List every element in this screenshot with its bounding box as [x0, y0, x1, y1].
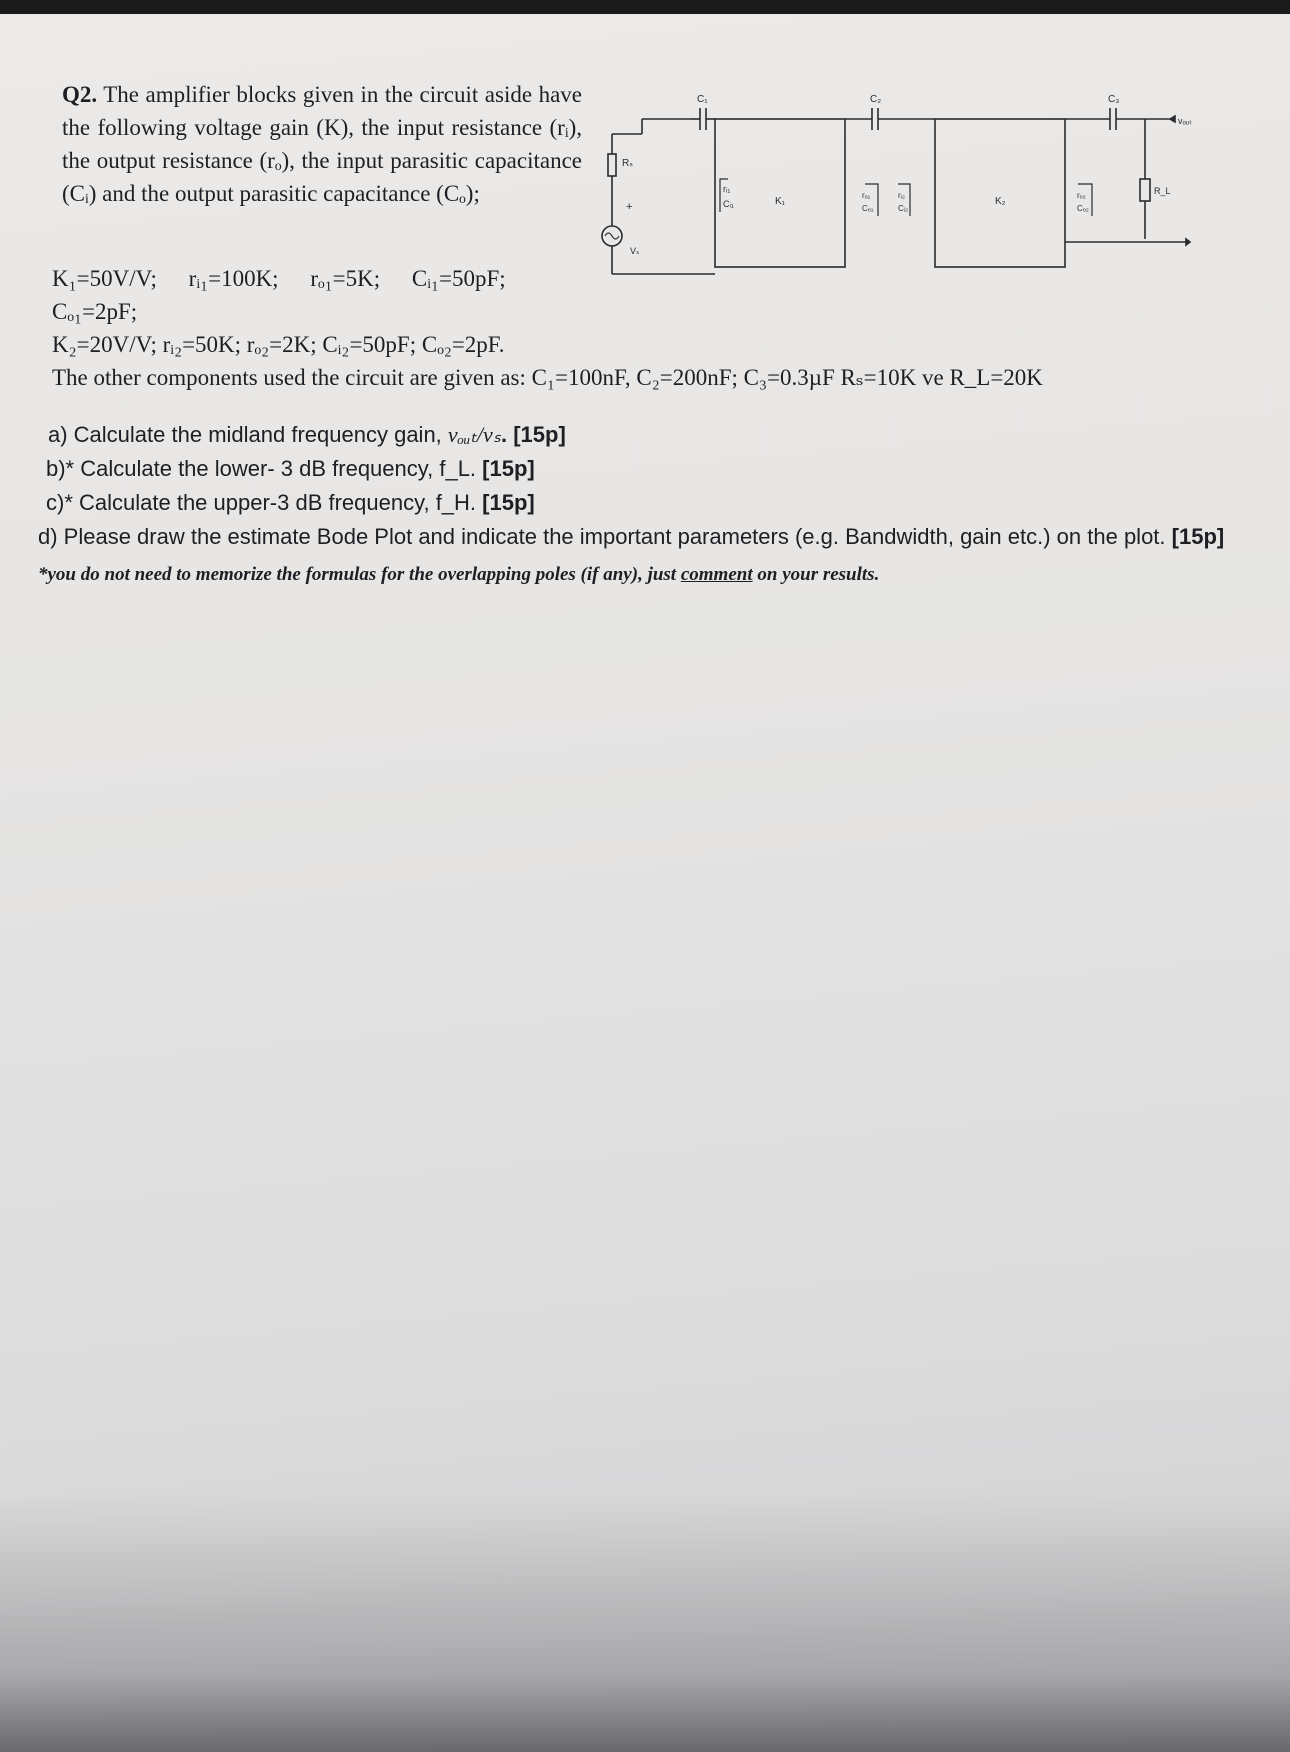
part-b	[38, 452, 1258, 486]
param-k1: K₁=50V/V;	[52, 266, 157, 291]
resistor-rl	[1140, 179, 1150, 201]
stage2-params-line: K₂=20V/V; rᵢ₂=50K; rₒ₂=2K; Cᵢ₂=50pF; Cₒ₂=2pF.	[52, 332, 505, 357]
part-d-points: [15p]	[1171, 524, 1225, 549]
part-d-note	[38, 564, 879, 585]
paper-sheet	[0, 14, 1290, 1752]
amplifier-block-k1	[715, 119, 845, 267]
part-b-text: b)* Calculate the lower- 3 dB frequency, f_L.	[46, 456, 483, 481]
label-ro2: rₒ₂	[1077, 191, 1086, 200]
question-intro-text: The amplifier blocks given in the circuit aside have the following voltage gain (K), the input resistance (rᵢ), the output resistance (rₒ), the input parasitic capacitance (Cᵢ) and the output parasitic capacitance (Cₒ);	[62, 82, 582, 206]
part-c-points: [15p]	[482, 490, 535, 515]
part-a-points: . [15p]	[500, 422, 566, 447]
part-c	[38, 486, 1258, 520]
param-ri1: rᵢ₁=100K;	[188, 266, 279, 291]
label-c2: C₂	[870, 94, 882, 105]
label-ri2: rᵢ₂	[898, 191, 906, 200]
circuit-diagram	[600, 94, 1240, 294]
part-c-text: c)* Calculate the upper-3 dB frequency, f_H.	[46, 490, 483, 515]
note-post: on your results.	[752, 564, 880, 585]
label-k1: K₁	[775, 196, 786, 207]
label-ci1: Cᵢ₁	[723, 199, 734, 209]
question-number: Q2.	[62, 82, 98, 107]
param-ro1: rₒ₁=5K;	[310, 266, 381, 291]
part-a-ratio: vₒᵤₜ/vₛ	[447, 422, 501, 447]
label-c3: C₃	[1108, 94, 1120, 105]
note-underlined: comment	[680, 564, 753, 585]
note-pre: *you do not need to memorize the formulas for the overlapping poles (if any), just	[38, 564, 681, 585]
part-d-text: d) Please draw the estimate Bode Plot and indicate the important parameters (e.g. Bandwidth, gain etc.) on the plot.	[38, 524, 1172, 549]
label-vout: vₒᵤₜ	[1178, 116, 1192, 126]
label-co1: Cₒ₁	[862, 204, 874, 213]
part-d	[38, 520, 1258, 592]
stage1-params-line2: Cₒ₁=2pF;	[52, 299, 138, 324]
part-b-points: [15p]	[482, 456, 535, 481]
components-line: The other components used the circuit are given as: C₁=100nF, C₂=200nF; C₃=0.3µF Rₛ=10K ve R_L=20K	[52, 365, 1043, 390]
label-rl: R_L	[1154, 186, 1171, 196]
question-parts	[38, 418, 1258, 592]
param-ci1: Cᵢ₁=50pF;	[411, 266, 506, 291]
question-intro	[62, 78, 582, 210]
label-k2: K₂	[995, 196, 1006, 207]
label-ro1: rₒ₁	[862, 191, 871, 200]
resistor-rs	[608, 154, 616, 176]
label-vs: Vₛ	[630, 246, 640, 256]
label-co2: Cₒ₂	[1077, 204, 1089, 213]
label-c1: C₁	[697, 94, 708, 105]
part-a-text: a) Calculate the midland frequency gain,	[48, 422, 448, 447]
amplifier-block-k2	[935, 119, 1065, 267]
label-ci2: Cᵢ₂	[898, 204, 909, 213]
part-a	[38, 418, 1258, 452]
label-plus: +	[626, 201, 633, 213]
label-rs: Rₛ	[622, 158, 633, 169]
label-ri1: rᵢ₁	[723, 184, 731, 194]
